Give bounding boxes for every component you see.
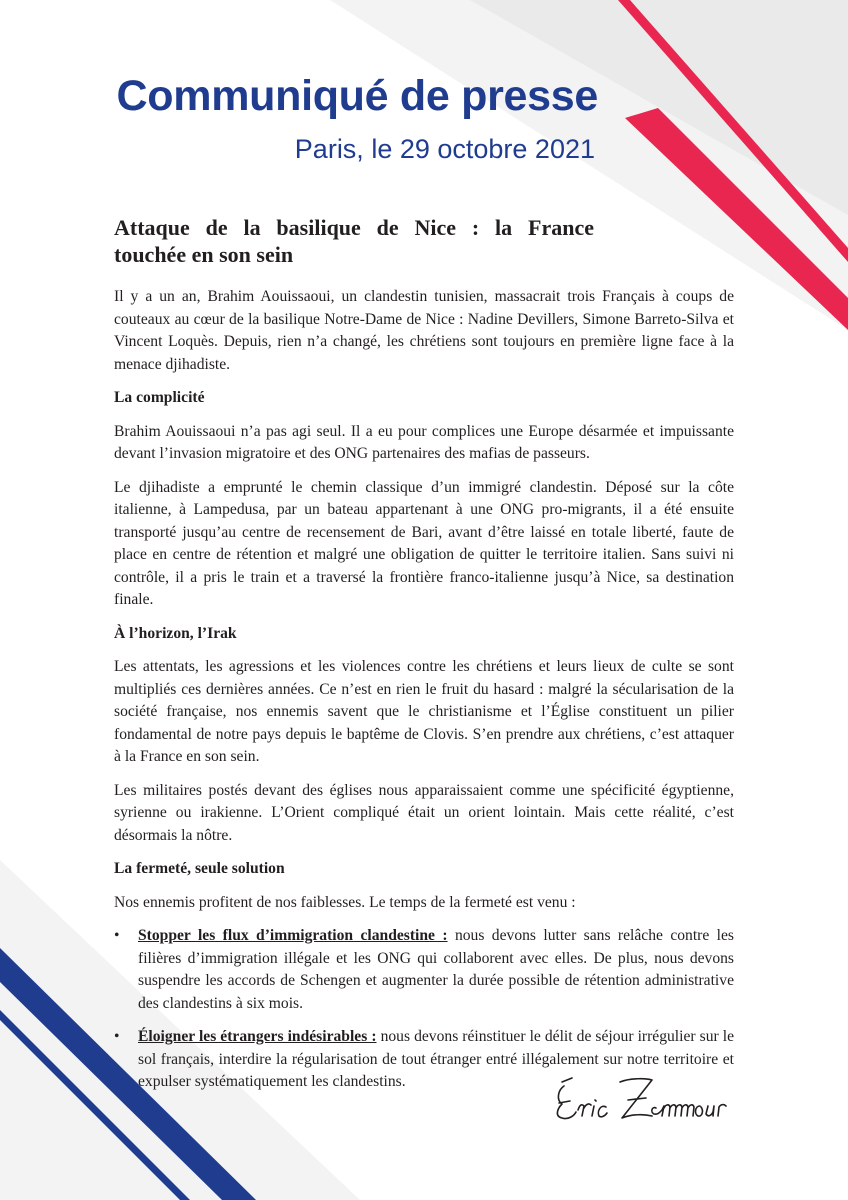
horizon-paragraph-1: Les attentats, les agressions et les violences contre les chrétiens et leurs lieux de culte se sont multipliés ces dernières années. Ce n’est en rien le fruit du hasard : malgré la sécularisation de la société française, nos ennemis savent que le christianisme et l’Église constituent un pilier fondamental de notre pays depuis le baptême de Clovis. S’en prendre aux chrétiens, c’est attaquer à la France en son sein. — [114, 658, 734, 765]
firmness-intro: Nos ennemis profitent de nos faiblesses. Le temps de la fermeté est venu : — [114, 893, 576, 911]
measure-lead: Stopper les flux d’immigration clandestine : — [138, 927, 448, 944]
bullet-icon: • — [114, 1028, 120, 1045]
section-heading-complicity: La complicité — [114, 389, 205, 406]
list-item — [114, 925, 734, 1015]
measure-lead: Éloigner les étrangers indésirables : — [138, 1028, 377, 1045]
bullet-icon: • — [114, 927, 120, 944]
measure-text: nous devons réinstituer le délit de séjour irrégulier sur le sol français, interdire la régularisation de tout étranger entré illégalement sur notre territoire et expulser systématiquement les clandestins. — [138, 1028, 734, 1090]
horizon-paragraph-2: Les militaires postés devant des églises nous apparaissaient comme une spécificité égyptienne, syrienne ou irakienne. L’Orient compliqué était un orient lointain. Mais cette réalité, c’est désormais la nôtre. — [114, 781, 734, 844]
headline — [114, 214, 594, 268]
headline-line-1: Attaque de la basilique de Nice : la France — [114, 215, 594, 240]
complicity-paragraph-1: Brahim Aouissaoui n’a pas agi seul. Il a eu pour complices une Europe désarmée et impuissante devant l’invasion migratoire et des ONG partenaires des mafias de passeurs. — [114, 422, 734, 462]
page-title: Communiqué de presse — [116, 72, 598, 120]
signature — [548, 1070, 738, 1130]
headline-line-2: touchée en son sein — [114, 242, 294, 267]
intro-paragraph: Il y a un an, Brahim Aouissaoui, un clandestin tunisien, massacrait trois Français à coups de couteaux au cœur de la basilique Notre-Dame de Nice : Nadine Devillers, Simone Barreto-Silva et Vincent Loquès. Depuis, rien n’a changé, les chrétiens sont toujours en première ligne face à la menace djihadiste. — [114, 288, 734, 373]
measures-list — [114, 925, 734, 1094]
measure-text: nous devons lutter sans relâche contre les filières d’immigration illégale et les ONG qui collaborent avec elles. De plus, nous devons suspendre les accords de Schengen et augmenter la durée possible de rétention administrative des clandestins à six mois. — [138, 927, 734, 1012]
section-heading-firmness: La fermeté, seule solution — [114, 860, 285, 877]
section-heading-horizon: À l’horizon, l’Irak — [114, 624, 237, 642]
press-release-body — [114, 286, 734, 1105]
date-line: Paris, le 29 octobre 2021 — [294, 134, 595, 164]
complicity-paragraph-2: Le djihadiste a emprunté le chemin classique d’un immigré clandestin. Déposé sur la côte italienne, à Lampedusa, par un bateau appartenant à une ONG pro-migrants, il a été ensuite transporté jusqu’au centre de recensement de Bari, avant d’être laissé en totale liberté, faute de place en centre de rétention et malgré une obligation de quitter le territoire italien. Sans suivi ni contrôle, il a pris le train et a traversé la frontière franco-italienne jusqu’à Nice, sa destination finale. — [114, 478, 734, 608]
